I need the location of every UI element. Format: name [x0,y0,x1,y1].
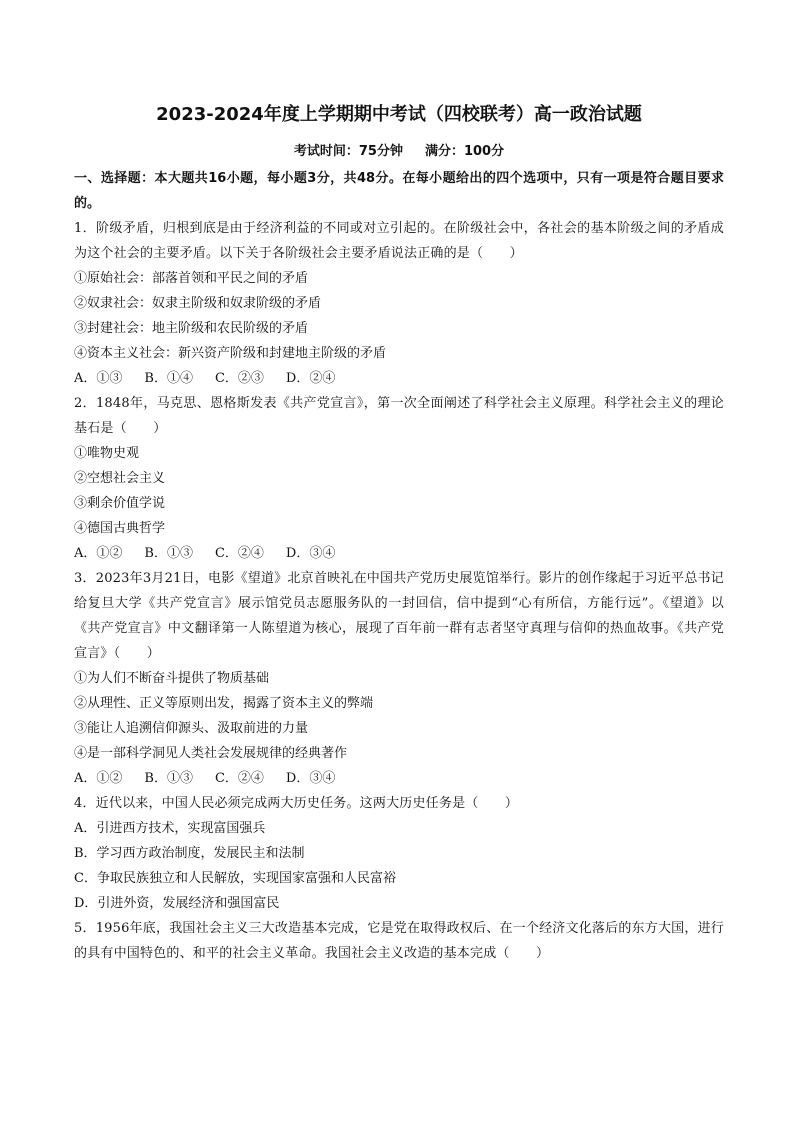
question-item: ①唯物史观 [74,446,140,461]
section-heading: 一、选择题：本大题共16小题，每小题3分，共48分。在每小题给出的四个选项中，只有一项是符合题目要求的。 [74,171,724,211]
answer-options [74,541,724,566]
question-item: ③剩余价值学说 [74,496,166,511]
exam-time: 考试时间：75分钟 [293,144,403,159]
option-d: D．②④ [285,371,336,386]
option-b: B．①④ [144,371,193,386]
question-3 [74,566,724,791]
exam-title: 2023-2024年度上学期期中考试（四校联考）高一政治试题 [156,104,642,125]
exam-score: 满分：100分 [424,144,505,159]
question-5 [74,916,724,966]
question-item: ③能让人追溯信仰源头、汲取前进的力量 [74,721,309,736]
question-2 [74,391,724,566]
question-item: ①原始社会：部落首领和平民之间的矛盾 [74,271,309,286]
option-b: B．①③ [144,771,193,786]
question-item: ④是一部科学洞见人类社会发展规律的经典著作 [74,746,348,761]
exam-page [74,102,724,966]
option-a: A．引进西方技术，实现富国强兵 [74,821,266,836]
option-c: C．争取民族独立和人民解放，实现国家富强和人民富裕 [74,871,396,886]
option-c: C．②③ [214,371,264,386]
answer-options [74,766,724,791]
question-stem: 1．阶级矛盾，归根到底是由于经济利益的不同或对立引起的。在阶级社会中，各社会的基本阶级之间的矛盾成为这个社会的主要矛盾。以下关于各阶级社会主要矛盾说法正确的是（ ） [74,221,724,261]
question-stem: 2．1848年，马克思、恩格斯发表《共产党宣言》，第一次全面阐述了科学社会主义原理。科学社会主义的理论基石是（ ） [74,396,724,436]
question-item: ④资本主义社会：新兴资产阶级和封建地主阶级的矛盾 [74,346,387,361]
option-a: A．①③ [74,371,123,386]
option-b: B．学习西方政治制度，发展民主和法制 [74,846,305,861]
question-item: ②奴隶社会：奴隶主阶级和奴隶阶级的矛盾 [74,296,322,311]
option-d: D．引进外资，发展经济和强国富民 [74,896,280,911]
question-item: ②空想社会主义 [74,471,166,486]
option-a: A．①② [74,771,123,786]
question-item: ①为人们不断奋斗提供了物质基础 [74,671,270,686]
exam-info [74,142,724,162]
option-b: B．①③ [144,546,193,561]
question-item: ②从理性、正义等原则出发，揭露了资本主义的弊端 [74,696,374,711]
option-a: A．①② [74,546,123,561]
question-1 [74,216,724,391]
option-d: D．③④ [285,546,336,561]
option-c: C．②④ [214,546,264,561]
question-item: ④德国古典哲学 [74,521,166,536]
question-stem: 3．2023年3月21日，电影《望道》北京首映礼在中国共产党历史展览馆举行。影片的创作缘起于习近平总书记给复旦大学《共产党宣言》展示馆党员志愿服务队的一封回信，信中提到“心有所信，方能行远”。《望道》以《共产党宣言》中文翻译第一人陈望道为核心，展现了百年前一群有志者坚守真理与信仰的热血故事。《共产党宣言》（ ） [74,571,724,661]
question-4 [74,791,724,916]
option-c: C．②④ [214,771,264,786]
answer-options [74,366,724,391]
question-stem: 4．近代以来，中国人民必须完成两大历史任务。这两大历史任务是（ ） [74,796,519,811]
question-item: ③封建社会：地主阶级和农民阶级的矛盾 [74,321,309,336]
option-d: D．③④ [285,771,336,786]
question-stem: 5．1956年底，我国社会主义三大改造基本完成，它是党在取得政权后、在一个经济文化落后的东方大国，进行的具有中国特色的、和平的社会主义革命。我国社会主义改造的基本完成（ ） [74,921,724,961]
